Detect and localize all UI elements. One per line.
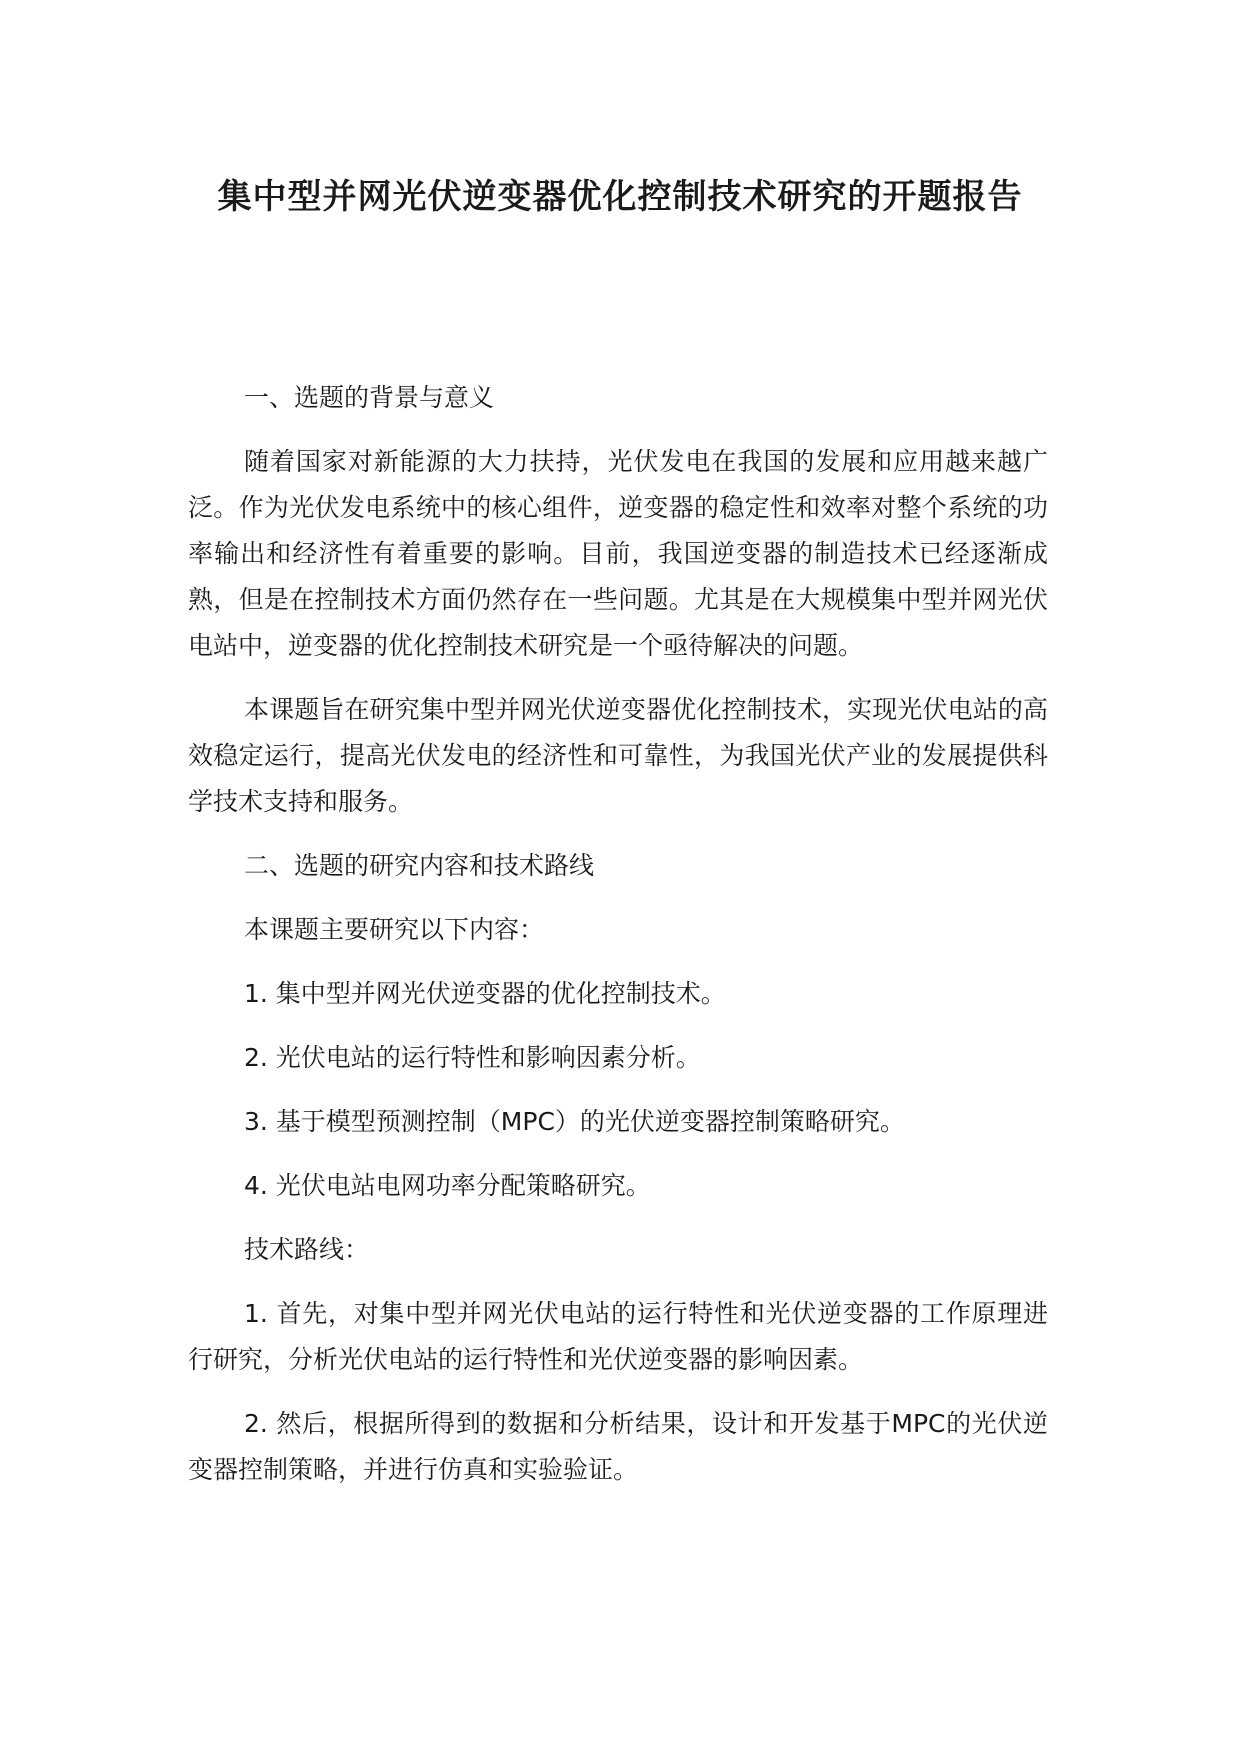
section-heading-background: 一、选题的背景与意义 bbox=[244, 383, 495, 412]
paragraph-background: 随着国家对新能源的大力扶持，光伏发电在我国的发展和应用越来越广泛。作为光伏发电系统中的核心组件，逆变器的稳定性和效率对整个系统的功率输出和经济性有着重要的影响。目前，我国逆变器的制造技术已经逐渐成熟，但是在控制技术方面仍然存在一些问题。尤其是在大规模集中型并网光伏电站中，逆变器的优化控制技术研究是一个亟待解决的问题。 bbox=[188, 447, 1048, 660]
list-item-route-2: 2. 然后，根据所得到的数据和分析结果，设计和开发基于MPC的光伏逆变器控制策略，并进行仿真和实验验证。 bbox=[188, 1409, 1048, 1484]
section-heading-content: 二、选题的研究内容和技术路线 bbox=[244, 851, 595, 880]
paragraph-technical-route-label: 技术路线： bbox=[244, 1235, 370, 1264]
list-item-content-2: 2. 光伏电站的运行特性和影响因素分析。 bbox=[244, 1043, 701, 1072]
document-title: 集中型并网光伏逆变器优化控制技术研究的开题报告 bbox=[217, 177, 1023, 217]
paragraph-purpose: 本课题旨在研究集中型并网光伏逆变器优化控制技术，实现光伏电站的高效稳定运行，提高光伏发电的经济性和可靠性，为我国光伏产业的发展提供科学技术支持和服务。 bbox=[188, 695, 1048, 816]
list-item-route-1: 1. 首先，对集中型并网光伏电站的运行特性和光伏逆变器的工作原理进行研究，分析光伏电站的运行特性和光伏逆变器的影响因素。 bbox=[188, 1299, 1048, 1374]
document-body bbox=[188, 375, 1048, 1511]
list-item-content-4: 4. 光伏电站电网功率分配策略研究。 bbox=[244, 1171, 651, 1200]
list-item-content-3: 3. 基于模型预测控制（MPC）的光伏逆变器控制策略研究。 bbox=[244, 1107, 905, 1136]
list-item-content-1: 1. 集中型并网光伏逆变器的优化控制技术。 bbox=[244, 979, 726, 1008]
paragraph-content-intro: 本课题主要研究以下内容： bbox=[244, 915, 545, 944]
